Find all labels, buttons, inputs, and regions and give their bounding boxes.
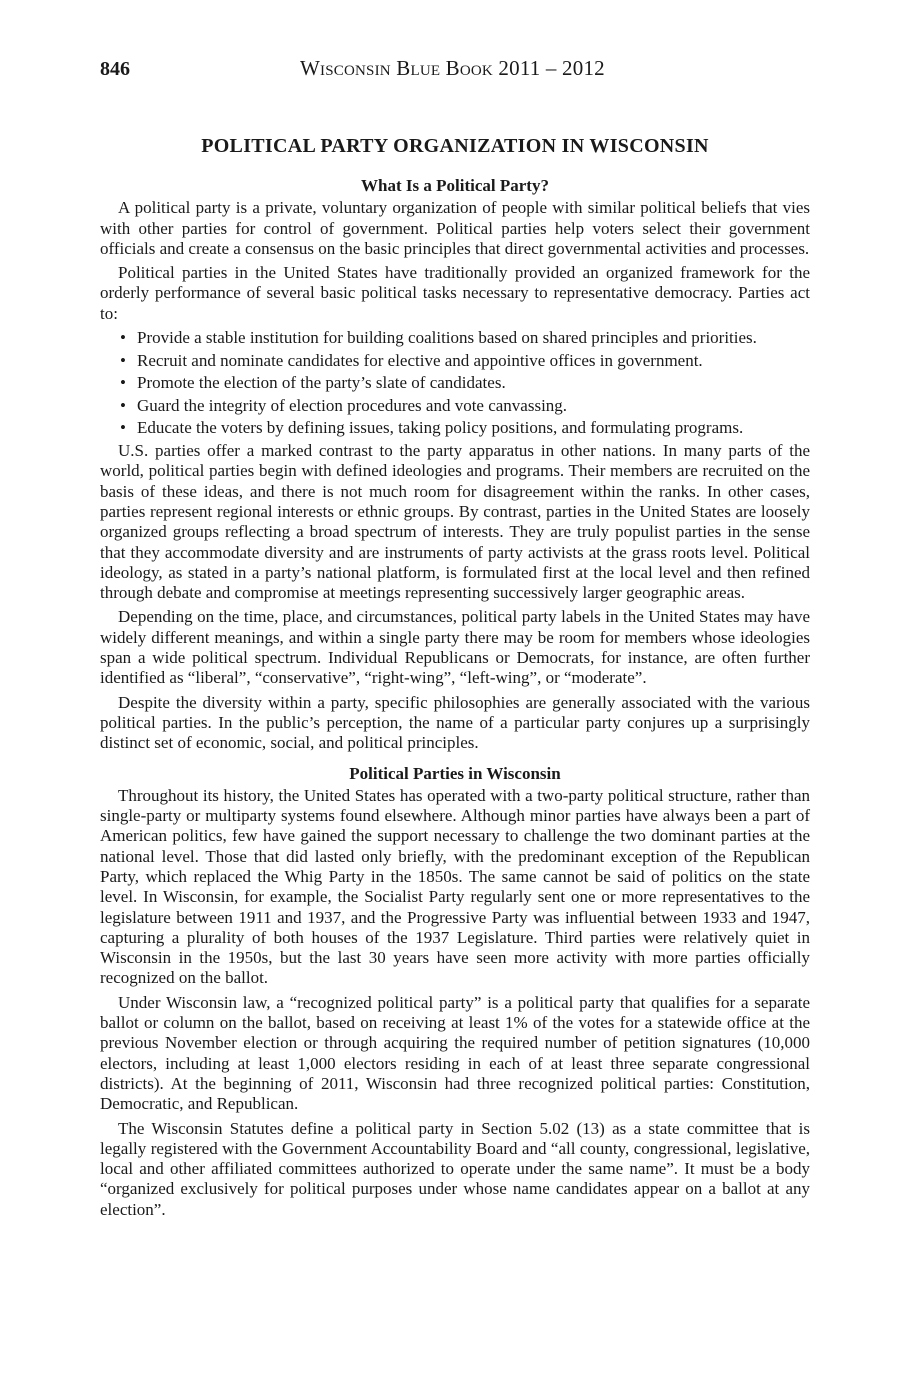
book-title: Wisconsin Blue Book 2011 – 2012 [300,56,605,80]
paragraph: Depending on the time, place, and circumstances, political party labels in the United States may have widely different meanings, and within a single party there may be room for members whose ideologies span a wide political spectrum. Individual Republicans or Democrats, for instance, are often further identified as “liberal”, “conservative”, “right-wing”, “left-wing”, or “moderate”. [100,607,810,688]
paragraph: A political party is a private, voluntary organization of people with similar political beliefs that vies with other parties for control of government. Political parties help voters select their government officials and create a consensus on the basic principles that direct governmental activities and processes. [100,198,810,258]
list-item [100,373,810,393]
paragraph: Political parties in the United States have traditionally provided an organized framework for the orderly performance of several basic political tasks necessary to representative democracy. Parties act to: [100,263,810,323]
list-item-text: Educate the voters by defining issues, taking policy positions, and formulating programs. [137,418,744,438]
book-page [100,50,810,1219]
paragraph: Under Wisconsin law, a “recognized political party” is a political party that qualifies for a separate ballot or column on the ballot, based on receiving at least 1% of the votes for a statewide office at the previous November election or through acquiring the required number of petition signatures (10,000 electors, including at least 1,000 electors residing in each of at least three separate congressional districts). At the beginning of 2011, Wisconsin had three recognized political parties: Constitution, Democratic, and Republican. [100,992,810,1114]
list-item [100,351,810,371]
list-item-text: Promote the election of the party’s slate of candidates. [137,373,506,393]
list-item-text: Provide a stable institution for building coalitions based on shared principles and priorities. [137,328,757,348]
list-item [100,396,810,416]
bullet-icon: • [120,373,126,393]
paragraph: Throughout its history, the United States has operated with a two-party political structure, rather than single-party or multiparty systems found elsewhere. Although minor parties have always been a part of American politics, few have gained the support necessary to challenge the two dominant parties at the national level. Those that did lasted only briefly, with the predominant exception of the Republican Party, which replaced the Whig Party in the 1850s. The same cannot be said of politics on the state level. In Wisconsin, for example, the Socialist Party regularly sent one or more representatives to the legislature between 1911 and 1937, and the Progressive Party was influential between 1933 and 1947, capturing a plurality of both houses of the 1937 Legislature. Third parties were relatively quiet in Wisconsin in the 1950s, but the last 30 years have seen more activity with more parties officially recognized on the ballot. [100,785,810,988]
section-heading-parties-in-wisconsin: Political Parties in Wisconsin [349,763,561,783]
bullet-icon: • [120,418,126,438]
article-body [100,176,810,1224]
bullet-icon: • [120,350,126,370]
list-item-text: Guard the integrity of election procedures and vote canvassing. [137,395,568,415]
list-item [100,418,810,438]
section-heading-what-is-a-party: What Is a Political Party? [361,176,549,195]
bullet-icon: • [120,328,126,348]
list-item-text: Recruit and nominate candidates for elective and appointive offices in government. [137,350,703,370]
paragraph: The Wisconsin Statutes define a political party in Section 5.02 (13) as a state committee that is legally registered with the Government Accountability Board and “all county, congressional, legislative, local and other affiliated committees authorized to operate under the same name”. It must be a body “organized exclusively for political purposes under whose name candidates appear on a ballot at any election”. [100,1118,810,1219]
list-item [100,328,810,348]
paragraph: U.S. parties offer a marked contrast to the party apparatus in other nations. In many parts of the world, political parties begin with defined ideologies and programs. Their members are recruited on the basis of these ideas, and there is not much room for disagreement within the ranks. In other cases, parties represent regional interests or ethnic groups. By contrast, parties in the United States are loosely organized groups reflecting a broad spectrum of interests. They are truly populist parties in the sense that they accommodate diversity and are instruments of party activists at the grass roots level. Political ideology, as stated in a party’s national platform, is formulated first at the local level and then refined through debate and compromise at meetings representing successively larger geographic areas. [100,441,810,603]
article-title: POLITICAL PARTY ORGANIZATION IN WISCONSIN [201,135,709,157]
bullet-icon: • [120,395,126,415]
party-functions-list [100,328,810,439]
running-header [100,50,810,90]
page-number: 846 [100,58,130,80]
paragraph: Despite the diversity within a party, specific philosophies are generally associated with the various political parties. In the public’s perception, the name of a particular party conjures up a surprisingly distinct set of economic, social, and political principles. [100,692,810,753]
